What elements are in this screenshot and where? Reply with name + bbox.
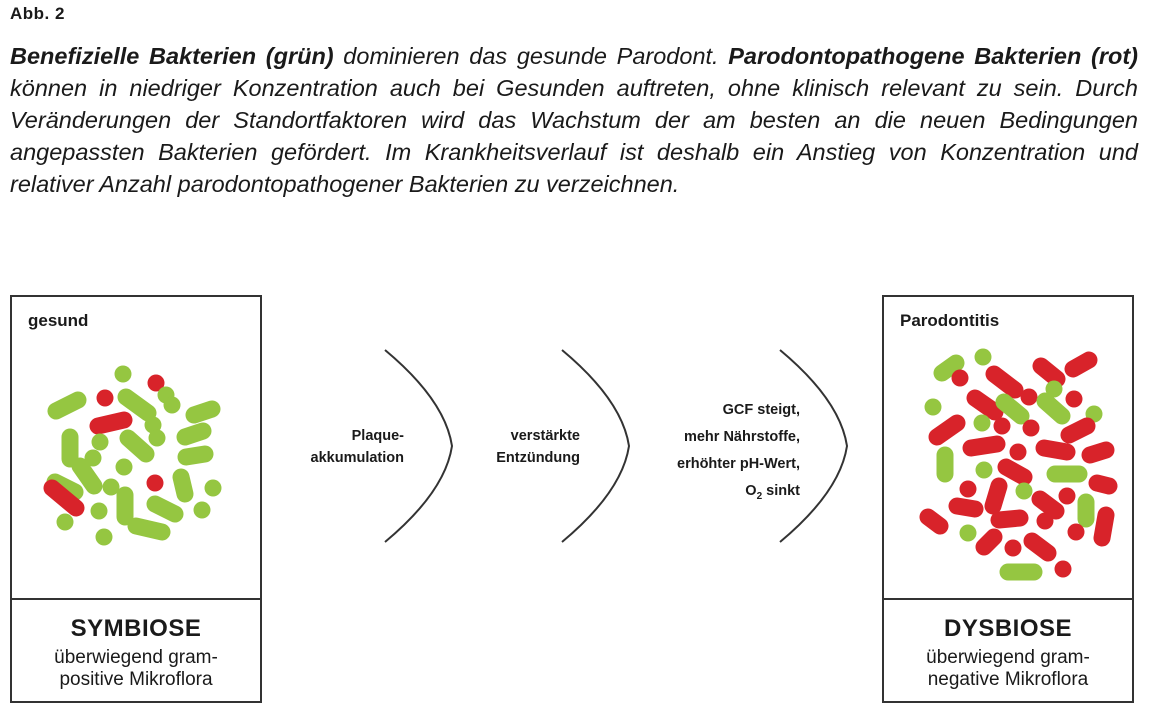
step1-line2: akkumulation bbox=[310, 450, 404, 466]
step3-line4 bbox=[600, 478, 800, 510]
dysbiosis-description-line2: negative Mikroflora bbox=[927, 669, 1089, 690]
caption-pathogenic-bold: Parodontopathogene Bakterien (rot) bbox=[728, 43, 1138, 69]
step1-line1: Plaque- bbox=[351, 428, 404, 444]
dysbiosis-label: DYSBIOSE bbox=[943, 615, 1073, 642]
step2-line2: Entzündung bbox=[496, 450, 580, 466]
healthy-panel-title: gesund bbox=[28, 311, 89, 330]
figure-label: Abb. 2 bbox=[10, 4, 65, 23]
oxygen-sinks-text: sinkt bbox=[762, 483, 800, 499]
dysbiosis-description-line1: überwiegend gram- bbox=[926, 647, 1090, 668]
step-environment-change bbox=[600, 397, 800, 510]
step3-line1: GCF steigt, bbox=[722, 402, 800, 418]
oxygen-subscript: 2 bbox=[756, 490, 763, 502]
step-plaque-accumulation bbox=[260, 425, 404, 469]
caption-text-2: können in niedriger Konzentration auch bei Gesunden auftreten, ohne klinisch relevant zu sein. Durch Veränderungen der Standortfaktoren wird das Wachstum der am besten an die neuen Bedingungen angepassten Bakterien gefördert. Im Krankheitsverlauf ist deshalb ein Anstieg von Konzentration und relativer Anzahl parodontopathogener Bakterien zu verzeichnen. bbox=[10, 75, 1138, 197]
oxygen-symbol: O bbox=[745, 483, 757, 499]
step3-line2: mehr Nährstoffe, bbox=[683, 429, 800, 445]
symbiosis-description-line1: überwiegend gram- bbox=[54, 647, 218, 668]
periodontitis-panel-title: Parodontitis bbox=[900, 311, 1000, 330]
caption-beneficial-bold: Benefizielle Bakterien (grün) bbox=[10, 43, 334, 69]
step3-line3: erhöhter pH-Wert, bbox=[677, 456, 800, 472]
step-increased-inflammation bbox=[440, 425, 580, 469]
symbiosis-description-line2: positive Mikroflora bbox=[59, 669, 213, 690]
step2-line1: verstärkte bbox=[510, 428, 580, 444]
symbiosis-label: SYMBIOSE bbox=[70, 615, 202, 642]
caption-text-1: dominieren das gesunde Parodont. bbox=[333, 43, 729, 69]
